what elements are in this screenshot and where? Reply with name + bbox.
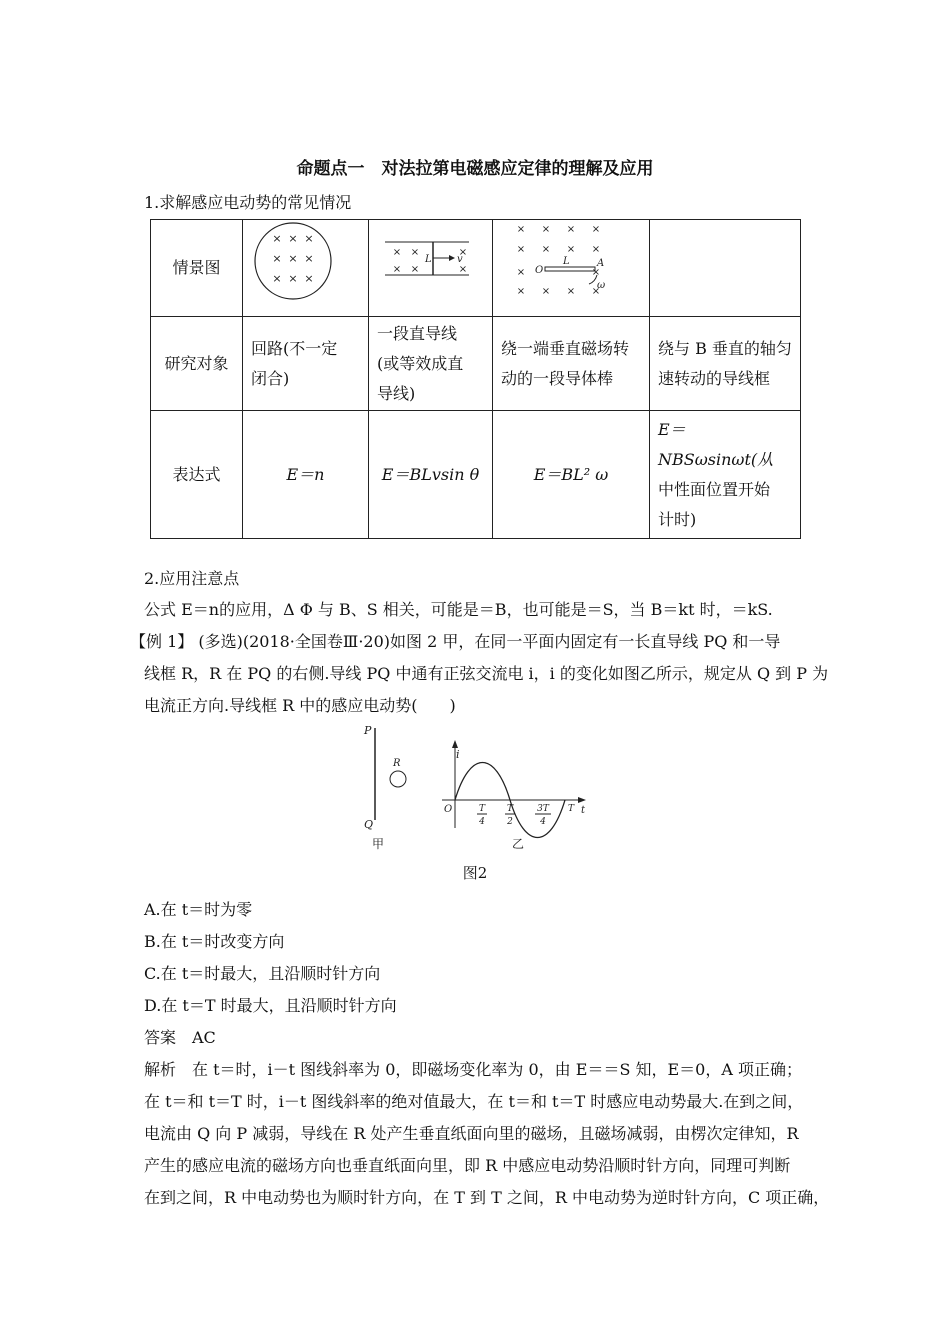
svg-text:i: i — [456, 748, 460, 761]
object-loop: 回路(不一定 闭合) — [243, 317, 369, 411]
svg-text:×: × — [458, 264, 468, 275]
svg-text:T: T — [567, 804, 575, 814]
table-row — [151, 411, 801, 539]
svg-text:×: × — [392, 247, 402, 258]
svg-text:×: × — [272, 272, 282, 285]
svg-text:乙: 乙 — [512, 837, 525, 851]
analysis-line: 在到之间，R 中电动势也为顺时针方向，在 T 到 T 之间，R 中电动势为逆时针方向，C 项正确， — [144, 1188, 830, 1207]
example-line: 线框 R，R 在 PQ 的右侧.导线 PQ 中通有正弦交流电 i，i 的变化如图乙所示，规定从 Q 到 P 为 — [144, 664, 829, 683]
object-straight-wire: 一段直导线 (或等效成直 导线) — [369, 317, 493, 411]
svg-text:L: L — [563, 256, 570, 267]
svg-text:×: × — [591, 267, 601, 278]
example-line: 【例 1】 (多选)(2018·全国卷Ⅲ·20)如图 2 甲，在同一平面内固定有一长直导线 PQ 和一导 — [130, 632, 781, 651]
figure-2 — [360, 720, 600, 855]
analysis-line: 电流由 Q 向 P 减弱，导线在 R 处产生垂直纸面向里的磁场，且磁场减弱，由楞次定律知，R — [144, 1124, 799, 1143]
svg-text:×: × — [516, 267, 526, 278]
table-row — [151, 317, 801, 411]
svg-text:T: T — [506, 804, 514, 814]
option-d: D.在 t＝T 时最大，且沿顺时针方向 — [144, 996, 397, 1015]
emf-cases-table — [150, 219, 801, 539]
formula-frame: E＝ NBSωsinωt(从 中性面位置开始 计时) — [650, 411, 801, 539]
example-line: 电流正方向.导线框 R 中的感应电动势( ) — [144, 696, 456, 715]
svg-text:2: 2 — [507, 817, 513, 827]
svg-text:ω: ω — [597, 280, 606, 291]
option-c: C.在 t＝时最大，且沿顺时针方向 — [144, 964, 381, 983]
answer: 答案 AC — [144, 1028, 216, 1047]
analysis-line: 在 t＝和 t＝T 时，i－t 图线斜率的绝对值最大，在 t＝和 t＝T 时感应电动势最大.在到之间， — [144, 1092, 804, 1111]
svg-text:O: O — [535, 265, 544, 276]
svg-text:3T: 3T — [537, 804, 549, 814]
formula-wire: E＝BLvsin θ — [369, 411, 493, 539]
svg-text:×: × — [566, 224, 576, 235]
svg-text:×: × — [288, 232, 298, 245]
svg-text:×: × — [516, 244, 526, 255]
option-a: A.在 t＝时为零 — [144, 900, 253, 919]
svg-text:×: × — [591, 224, 601, 235]
svg-text:×: × — [541, 244, 551, 255]
svg-text:×: × — [304, 272, 314, 285]
scene-empty — [650, 220, 801, 317]
svg-text:×: × — [541, 224, 551, 235]
figure-caption: 图2 — [462, 864, 488, 882]
analysis-line: 解析 在 t＝时，i－t 图线斜率为 0，即磁场变化率为 0，由 E＝＝S 知，E＝0，A 项正确； — [144, 1060, 802, 1079]
section-1-heading: 1.求解感应电动势的常见情况 — [144, 193, 352, 212]
svg-text:T: T — [478, 804, 486, 814]
svg-text:R: R — [393, 758, 401, 769]
scene-rotating-rod-diagram — [493, 220, 650, 317]
svg-text:×: × — [410, 264, 420, 275]
svg-text:×: × — [304, 232, 314, 245]
header-object: 研究对象 — [151, 317, 243, 411]
svg-text:A: A — [597, 258, 605, 269]
svg-text:×: × — [304, 252, 314, 265]
svg-text:×: × — [288, 252, 298, 265]
svg-text:×: × — [516, 286, 526, 297]
svg-text:P: P — [364, 724, 372, 737]
circle-field-diagram — [251, 220, 343, 306]
rotating-rod-diagram — [501, 220, 621, 306]
header-scene: 情景图 — [151, 220, 243, 317]
svg-text:×: × — [566, 286, 576, 297]
svg-text:×: × — [272, 252, 282, 265]
formula-loop: E＝n — [243, 411, 369, 539]
object-rotating-frame: 绕与 B 垂直的轴匀 速转动的导线框 — [650, 317, 801, 411]
option-b: B.在 t＝时改变方向 — [144, 932, 285, 951]
header-expression: 表达式 — [151, 411, 243, 539]
svg-text:×: × — [541, 286, 551, 297]
svg-text:×: × — [591, 244, 601, 255]
svg-text:×: × — [516, 224, 526, 235]
svg-text:v: v — [457, 254, 463, 265]
svg-text:×: × — [566, 244, 576, 255]
svg-text:×: × — [458, 247, 468, 258]
analysis-line: 产生的感应电流的磁场方向也垂直纸面向里，即 R 中感应电动势沿顺时针方向，同理可判断 — [144, 1156, 791, 1175]
table-row — [151, 220, 801, 317]
svg-text:×: × — [392, 264, 402, 275]
svg-text:Q: Q — [364, 818, 374, 831]
page-title: 命题点一 对法拉第电磁感应定律的理解及应用 — [296, 159, 654, 179]
svg-text:L: L — [425, 254, 432, 265]
svg-text:×: × — [410, 247, 420, 258]
svg-text:4: 4 — [540, 817, 546, 827]
svg-text:×: × — [591, 286, 601, 297]
svg-text:×: × — [272, 232, 282, 245]
scene-rod-diagram — [369, 220, 493, 317]
svg-text:O: O — [444, 804, 453, 815]
svg-text:4: 4 — [479, 817, 485, 827]
svg-text:甲: 甲 — [372, 837, 385, 851]
note-line: 公式 E＝n的应用，Δ Φ 与 B、S 相关，可能是＝B，也可能是＝S，当 B＝kt 时，＝kS. — [144, 600, 773, 619]
svg-text:×: × — [288, 272, 298, 285]
svg-text:t: t — [581, 805, 586, 816]
object-rotating-rod: 绕一端垂直磁场转 动的一段导体棒 — [493, 317, 650, 411]
moving-rod-diagram — [377, 220, 477, 306]
scene-circle-diagram — [243, 220, 369, 317]
formula-rod: E＝BL² ω — [493, 411, 650, 539]
section-2-heading: 2.应用注意点 — [144, 569, 240, 588]
